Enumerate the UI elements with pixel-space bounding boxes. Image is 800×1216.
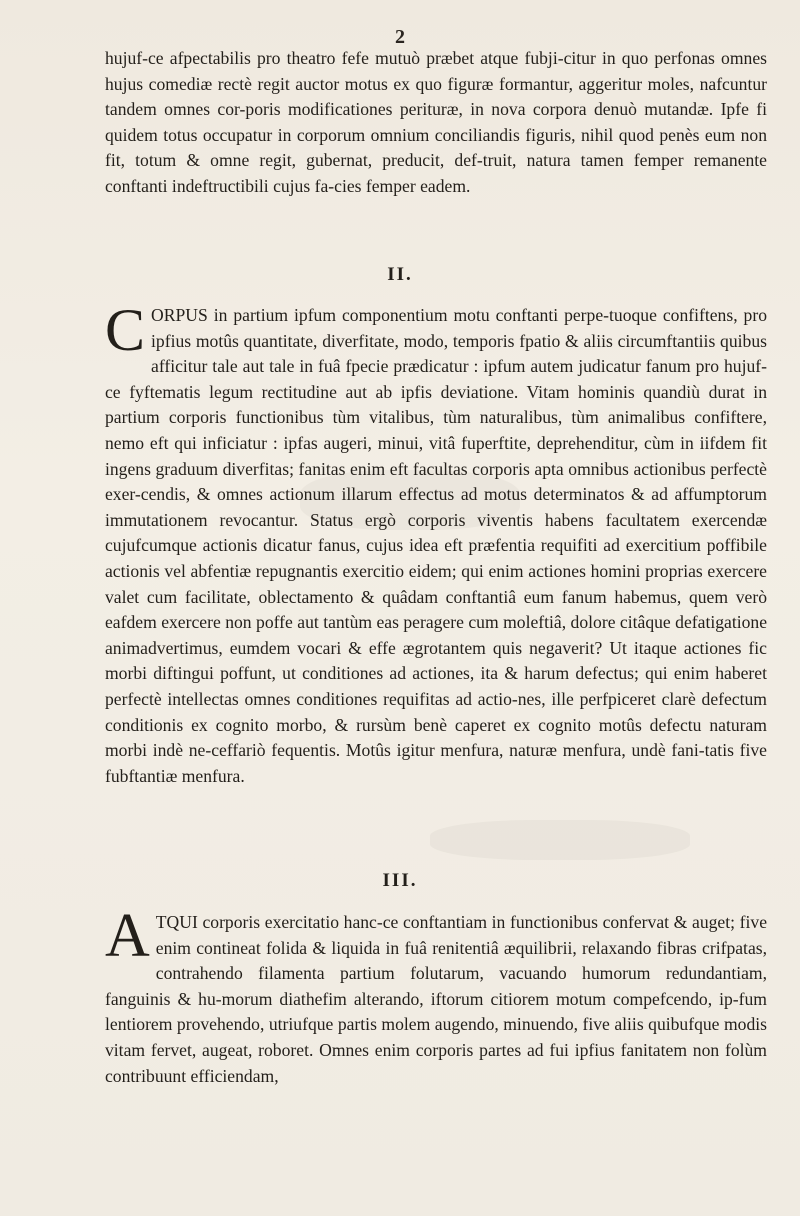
section-heading-3: III. [382,870,418,891]
lead-word: TQUI [155,912,198,932]
paragraph-3 [105,902,767,1089]
bleed-through-stain [430,820,690,860]
paragraph-2-body: in partium ipfum componentium motu conftanti perpe-tuoque confiftens, pro ipfius motûs quantitate, diverfitate, modo, temporis fpatio & aliis circumftantiis quibus afficitur tale aut tale in fuâ fpecie prædicatur : ipfum autem judicatur fanum pro hujuf-ce fyftematis legum rectitudine aut ab ipfis deviatione. Vitam hominis quandiù durat in partium corporis functionibus tùm vitalibus, tùm naturalibus, tùm animalibus confiftere, nemo eft qui inficiatur : ipfas augeri, minui, vitâ fuperftite, deprehenditur, cùm in iifdem fit ingens graduum diverfitas; fanitas enim eft facultas corporis apta omnibus actionibus perfectè exer-cendis, & omnes actionum illarum effectus ad motus determinatos & ad affumptorum immutationem revocantur. Status ergò corporis viventis habens facultatem exercendæ cujufcumque actionis dicatur fanus, cujus idea eft præfentia requifiti ad exercitium poffibile actionis vel abfentiæ repugnantis exercitio eidem; qui enim actiones homini proprias exercere valet cum facilitate, oblectamento & quâdam conftantiâ eum fanum habemus, quem verò eafdem exercere non poffe aut tantùm eas peragere cum moleftiâ, dolore citâque defatigatione animadvertimus, eumdem vocari & effe ægrotantem quis negaverit? Ut itaque actiones fic morbi diftingui poffunt, ut conditiones ad actiones, ita & harum defectus; qui enim haberet perfectè intellectas omnes conditiones requifitas ad actio-nes, ille perfpiceret clarè defectum conditionis ex cognito morbo, & rursùm benè caperet ex cognito motûs defectu naturam morbi indè ne-ceffariò fequentis. Motûs igitur menfura, naturæ menfura, undè fani-tatis five fubftantiæ menfura. [105,305,767,786]
paragraph-2 [105,297,767,789]
paragraph-1-text: hujuf-ce afpectabilis pro theatro fefe mutuò præbet atque fubji-citur in quo perfonas omnes hujus comediæ rectè regit auctor motus ex quo figuræ formantur, aggeritur moles, nafcuntur tandem omnes cor-poris modificationes perituræ, in nova corpora denuò mutandæ. Ipfe fi quidem totus occupatur in corporum omnium conciliandis figuris, nihil quod penès eum non fit, totum & omne regit, gubernat, preducit, def-truit, natura tamen femper remanente conftanti indeftructibili cujus fa-cies femper eadem. [105,48,767,196]
page-number: 2 [395,26,405,48]
lead-word: ORPUS [151,305,208,325]
drop-cap-letter: A [105,902,150,970]
section-heading-2: II. [387,264,413,285]
paragraph-3-body: corporis exercitatio hanc-ce conftantiam in functionibus confervat & auget; five enim contineat folida & liquida in fuâ renitentiâ æquilibrii, relaxando fibras crifpatas, contrahendo filamenta partium folutarum, vacuando humorum redundantiam, fanguinis & hu-morum diathefim alterando, iftorum citiorem motum compefcendo, ip-fum lentiorem provehendo, utriufque partis molem augendo, minuendo, five aliis quibufque modis vitam fervet, augeat, roboret. Omnes enim corporis partes ad fui ipfius fanitatem non folùm contribuunt efficiendam, [105,912,767,1086]
paragraph-3-text [105,902,767,1089]
drop-cap-letter: C [105,297,146,363]
paragraph-1 [105,46,767,200]
paragraph-2-text [105,297,767,789]
